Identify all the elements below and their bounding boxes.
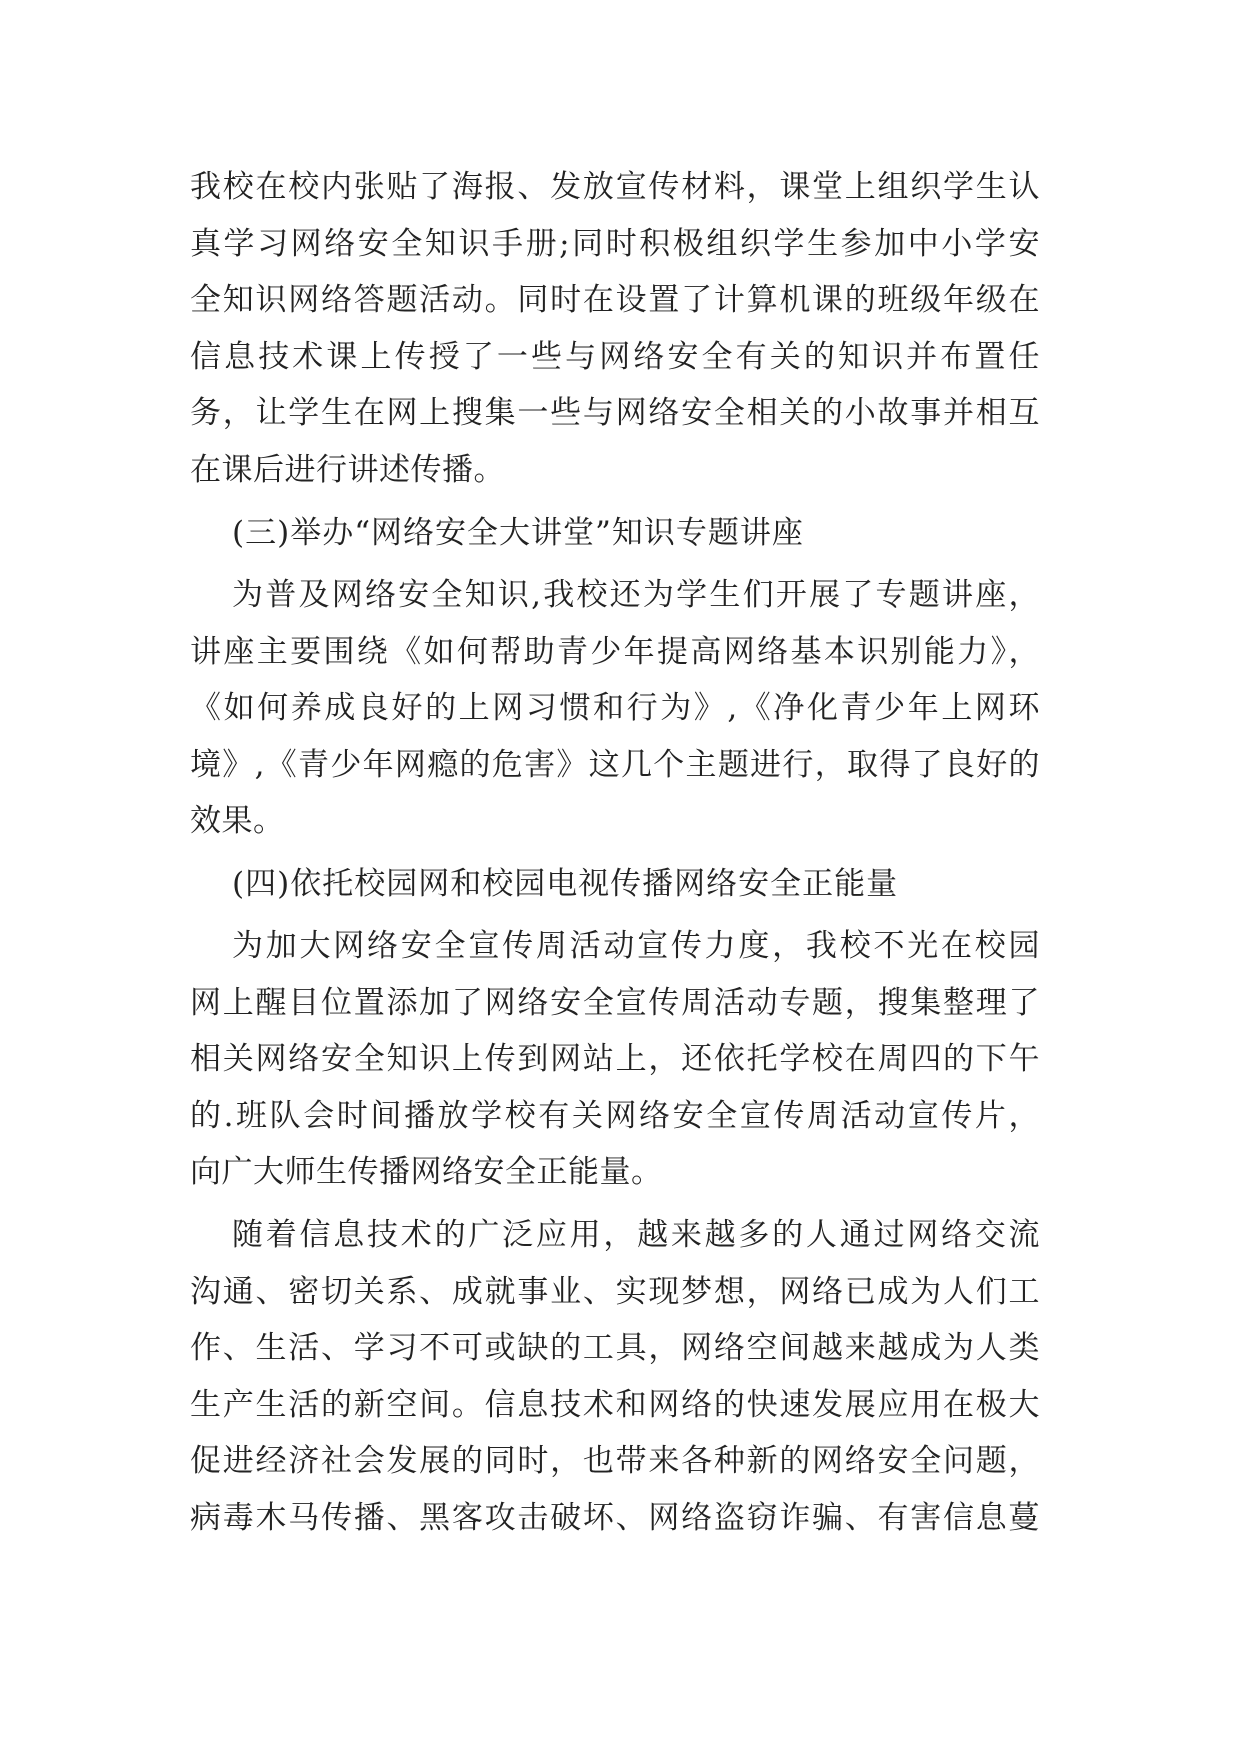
- text-line: 病毒木马传播、黑客攻击破坏、网络盗窃诈骗、有害信息蔓: [190, 1500, 1040, 1536]
- text-line: 作、生活、学习不可或缺的工具，网络空间越来越成为人类: [190, 1330, 1040, 1366]
- text-line: 境》,《青少年网瘾的危害》这几个主题进行，取得了良好的: [190, 747, 1040, 783]
- text-line: 《如何养成良好的上网习惯和行为》,《净化青少年上网环: [190, 690, 1040, 726]
- text-line: 我校在校内张贴了海报、发放宣传材料，课堂上组织学生认: [190, 169, 1040, 205]
- text-line: 生产生活的新空间。信息技术和网络的快速发展应用在极大: [190, 1387, 1040, 1423]
- text-line: 沟通、密切关系、成就事业、实现梦想，网络已成为人们工: [190, 1274, 1040, 1310]
- section-heading: (四)依托校园网和校园电视传播网络安全正能量: [232, 866, 899, 902]
- section-heading: (三)举办“网络安全大讲堂”知识专题讲座: [232, 515, 804, 551]
- text-line: 全知识网络答题活动。同时在设置了计算机课的班级年级在: [190, 282, 1040, 318]
- text-line: 效果。: [190, 803, 285, 839]
- text-line: 为加大网络安全宣传周活动宣传力度，我校不光在校园: [232, 928, 1040, 964]
- text-line: 信息技术课上传授了一些与网络安全有关的知识并布置任: [190, 339, 1040, 375]
- text-line: 务，让学生在网上搜集一些与网络安全相关的小故事并相互: [190, 395, 1040, 431]
- text-line: 促进经济社会发展的同时，也带来各种新的网络安全问题，: [190, 1443, 1040, 1479]
- text-line: 网上醒目位置添加了网络安全宣传周活动专题，搜集整理了: [190, 985, 1040, 1021]
- text-line: 向广大师生传播网络安全正能量。: [190, 1154, 663, 1190]
- text-line: 为普及网络安全知识,我校还为学生们开展了专题讲座，: [232, 577, 1040, 613]
- text-line: 在课后进行讲述传播。: [190, 452, 505, 488]
- text-line: 的.班队会时间播放学校有关网络安全宣传周活动宣传片，: [190, 1098, 1040, 1134]
- text-line: 相关网络安全知识上传到网站上，还依托学校在周四的下午: [190, 1041, 1040, 1077]
- text-line: 真学习网络安全知识手册;同时积极组织学生参加中小学安: [190, 226, 1040, 262]
- text-line: 随着信息技术的广泛应用，越来越多的人通过网络交流: [232, 1217, 1040, 1253]
- text-line: 讲座主要围绕《如何帮助青少年提高网络基本识别能力》，: [190, 634, 1040, 670]
